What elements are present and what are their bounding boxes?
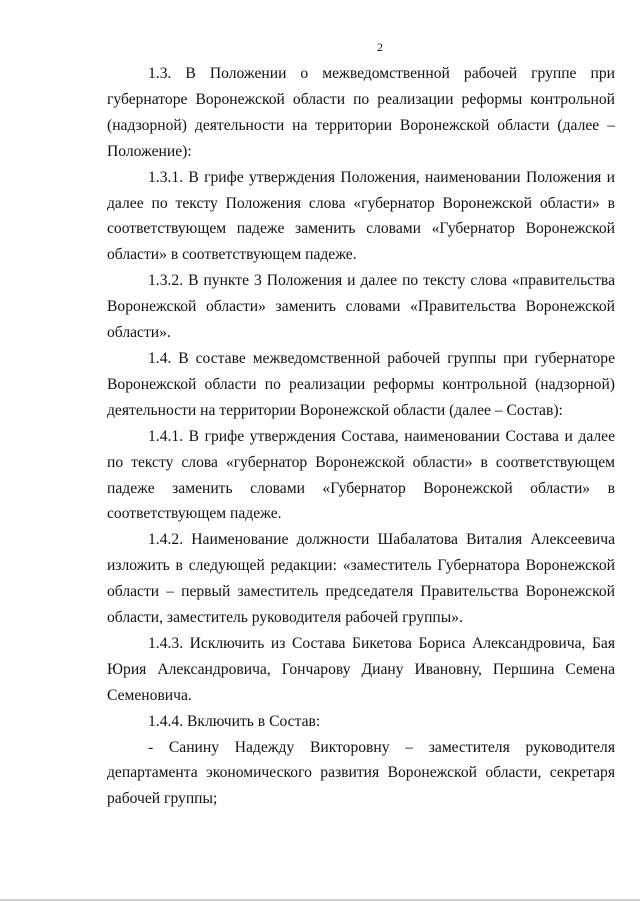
paragraph-1-3: 1.3. В Положении о межведомственной рабочей группе при губернаторе Воронежской области по реализации реформы контрольной (надзорной) деятельности на территории Воронежской области (далее – Положение): <box>107 65 615 160</box>
paragraph-1-4: 1.4. В составе межведомственной рабочей группы при губернаторе Воронежской области по реализации реформы контрольной (надзорной) деятельности на территории Воронежской области (далее – Состав): <box>107 349 615 419</box>
paragraph-1-3-1: 1.3.1. В грифе утверждения Положения, наименовании Положения и далее по тексту Положения слова «губернатор Воронежской области» в соответствующем падеже заменить словами «Губернатор Воронежской области» в соответствующем падеже. <box>107 168 615 264</box>
list-item-sanina: - Санину Надежду Викторовну – заместителя руководителя департамента экономического развития Воронежской области, секретаря рабочей группы; <box>107 738 615 808</box>
paragraph-1-4-2: 1.4.2. Наименование должности Шабалатова Виталия Алексеевича изложить в следующей редакции: «заместитель Губернатора Воронежской области – первый заместитель председателя Правительства Воронежской области, заместитель руководителя рабочей группы». <box>107 531 615 627</box>
paragraph-1-4-1: 1.4.1. В грифе утверждения Состава, наименовании Состава и далее по тексту слова «губернатор Воронежской области» в соответствующем падеже заменить словами «Губернатор Воронежской области» в соответствующем падеже. <box>107 427 615 523</box>
document-body <box>107 61 615 812</box>
paragraph-1-4-3: 1.4.3. Исключить из Состава Бикетова Бориса Александровича, Бая Юрия Александровича, Гончарову Диану Ивановну, Першина Семена Семеновича. <box>107 634 615 704</box>
paragraph-1-3-2: 1.3.2. В пункте 3 Положения и далее по тексту слова «правительства Воронежской области» заменить словами «Правительства Воронежской области». <box>107 272 615 342</box>
paragraph-1-4-4: 1.4.4. Включить в Состав: <box>148 712 321 730</box>
page-number: 2 <box>377 40 383 54</box>
